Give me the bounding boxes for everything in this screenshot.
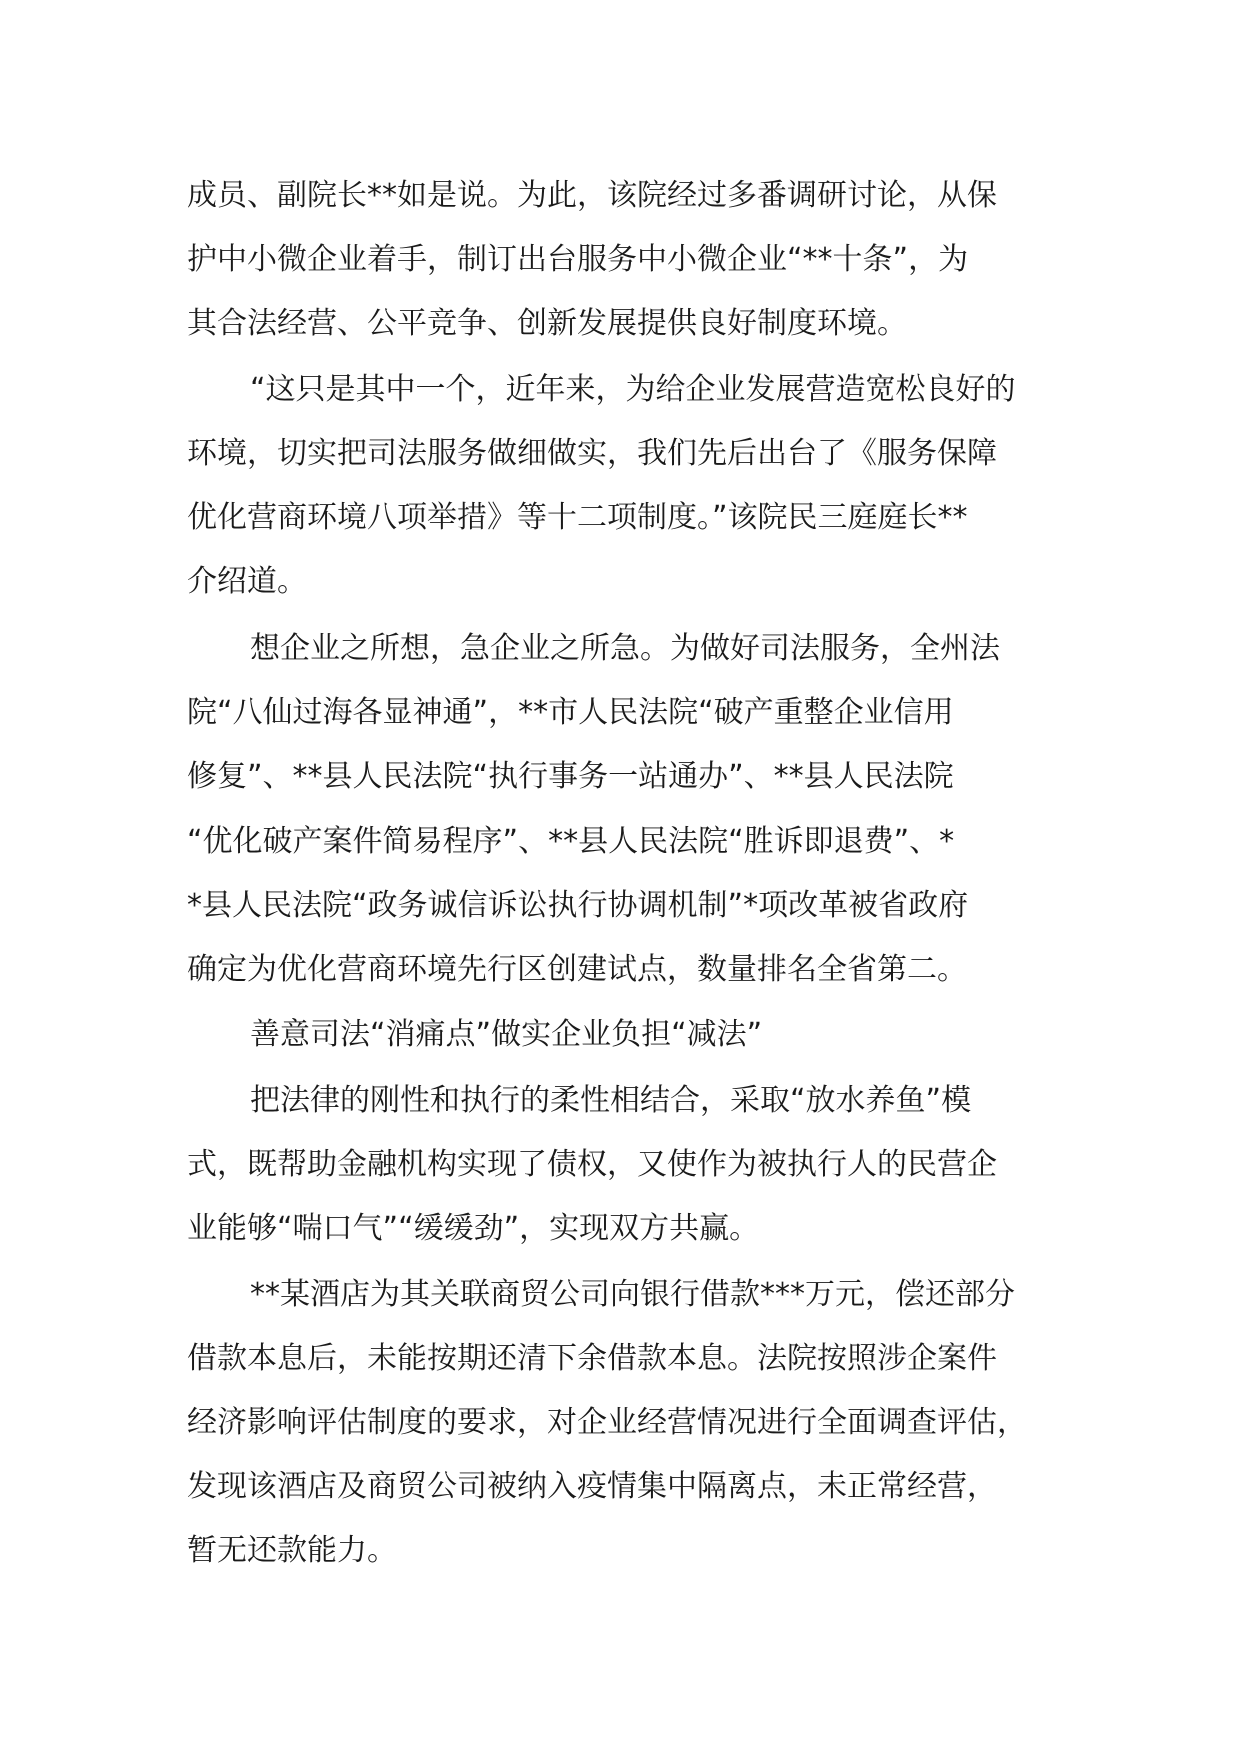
body-text-line: 其合法经营、公平竞争、创新发展提供良好制度环境。 (187, 306, 907, 341)
body-text-line: 修复”、**县人民法院“执行事务一站通办”、**县人民法院 (187, 759, 954, 794)
body-text-line: 优化营商环境八项举措》等十二项制度。”该院民三庭庭长** (187, 500, 968, 535)
body-text-line: “这只是其中一个，近年来，为给企业发展营造宽松良好的 (250, 372, 1016, 407)
body-text-line: 借款本息后，未能按期还清下余借款本息。法院按照涉企案件 (187, 1341, 997, 1376)
body-text-line: 介绍道。 (187, 564, 307, 599)
body-text-line: 发现该酒店及商贸公司被纳入疫情集中隔离点，未正常经营， (187, 1469, 997, 1504)
body-text-line: 成员、副院长**如是说。为此，该院经过多番调研讨论，从保 (187, 178, 997, 213)
body-text-line: 把法律的刚性和执行的柔性相结合，采取“放水养鱼”模 (250, 1083, 972, 1118)
body-text-line: 想企业之所想，急企业之所急。为做好司法服务，全州法 (250, 631, 1000, 666)
body-text-line: “优化破产案件简易程序”、**县人民法院“胜诉即退费”、* (187, 824, 955, 859)
body-text-line: 式，既帮助金融机构实现了债权，又使作为被执行人的民营企 (187, 1147, 997, 1182)
section-heading: 善意司法“消痛点”做实企业负担“减法” (250, 1017, 763, 1052)
body-text-line: 确定为优化营商环境先行区创建试点，数量排名全省第二。 (187, 952, 967, 987)
body-text-line: 护中小微企业着手，制订出台服务中小微企业“**十条”，为 (187, 242, 969, 277)
body-text-line: 环境，切实把司法服务做细做实，我们先后出台了《服务保障 (187, 436, 997, 471)
body-text-line: 经济影响评估制度的要求，对企业经营情况进行全面调查评估， (187, 1405, 1027, 1440)
body-text-line: *县人民法院“政务诚信诉讼执行协调机制”*项改革被省政府 (187, 888, 969, 923)
body-text-line: 院“八仙过海各显神通”，**市人民法院“破产重整企业信用 (187, 695, 954, 730)
body-text-line: **某酒店为其关联商贸公司向银行借款***万元，偿还部分 (250, 1277, 1015, 1312)
body-text-line: 暂无还款能力。 (187, 1533, 397, 1568)
body-text-line: 业能够“喘口气”“缓缓劲”，实现双方共赢。 (187, 1211, 760, 1246)
